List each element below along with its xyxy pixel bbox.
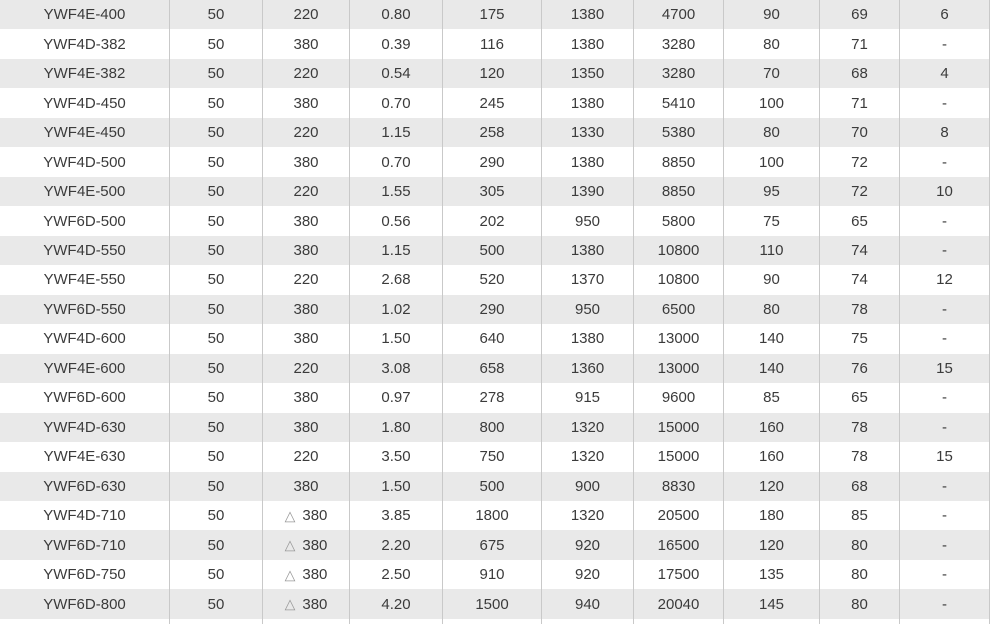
- voltage-cell: 220: [263, 265, 350, 294]
- voltage-cell: 380: [263, 206, 350, 235]
- airflow-cell: 13000: [634, 354, 724, 383]
- value-cell: 65: [820, 383, 900, 412]
- table-right-gutter: [990, 177, 994, 206]
- frequency-cell: 50: [170, 442, 263, 471]
- model-cell: YWF4D-450: [0, 88, 170, 117]
- value-cell: 2.68: [350, 265, 443, 294]
- table-row: [0, 413, 994, 442]
- value-cell: 80: [724, 118, 820, 147]
- table-right-gutter: [990, 589, 994, 618]
- value-cell: -: [900, 501, 990, 530]
- table-row: [0, 118, 994, 147]
- table-right-gutter: [990, 29, 994, 58]
- frequency-cell: 50: [170, 295, 263, 324]
- speed-cell: 915: [542, 383, 634, 412]
- filler-cell: [634, 619, 724, 624]
- table-right-gutter: [990, 206, 994, 235]
- value-cell: 70: [724, 59, 820, 88]
- value-cell: 74: [820, 236, 900, 265]
- value-cell: 71: [820, 29, 900, 58]
- speed-cell: 900: [542, 472, 634, 501]
- value-cell: 80: [724, 29, 820, 58]
- voltage-cell: 380: [263, 29, 350, 58]
- model-cell: YWF4E-400: [0, 0, 170, 29]
- value-cell: 1.50: [350, 472, 443, 501]
- value-cell: -: [900, 295, 990, 324]
- filler-cell: [0, 619, 170, 624]
- value-cell: 305: [443, 177, 542, 206]
- filler-cell: [170, 619, 263, 624]
- airflow-cell: 20040: [634, 589, 724, 618]
- airflow-cell: 3280: [634, 59, 724, 88]
- frequency-cell: 50: [170, 177, 263, 206]
- value-cell: 1.15: [350, 236, 443, 265]
- speed-cell: 1330: [542, 118, 634, 147]
- frequency-cell: 50: [170, 236, 263, 265]
- table-row: [0, 29, 994, 58]
- filler-cell: [350, 619, 443, 624]
- table-right-gutter: [990, 59, 994, 88]
- table-row: [0, 177, 994, 206]
- value-cell: 910: [443, 560, 542, 589]
- table-right-gutter: [990, 0, 994, 29]
- value-cell: 78: [820, 295, 900, 324]
- speed-cell: 1380: [542, 236, 634, 265]
- filler-cell: [443, 619, 542, 624]
- voltage-cell: △ 380: [263, 501, 350, 530]
- speed-cell: 950: [542, 295, 634, 324]
- voltage-cell: △ 380: [263, 560, 350, 589]
- speed-cell: 950: [542, 206, 634, 235]
- model-cell: YWF6D-500: [0, 206, 170, 235]
- model-cell: YWF6D-630: [0, 472, 170, 501]
- speed-cell: 1380: [542, 29, 634, 58]
- value-cell: 145: [724, 589, 820, 618]
- table-row: [0, 530, 994, 559]
- value-cell: 80: [820, 560, 900, 589]
- filler-cell: [900, 619, 990, 624]
- value-cell: 8: [900, 118, 990, 147]
- model-cell: YWF4D-630: [0, 413, 170, 442]
- frequency-cell: 50: [170, 324, 263, 353]
- value-cell: 76: [820, 354, 900, 383]
- table-row: [0, 59, 994, 88]
- voltage-cell: 380: [263, 324, 350, 353]
- value-cell: 72: [820, 177, 900, 206]
- airflow-cell: 16500: [634, 530, 724, 559]
- filler-cell: [724, 619, 820, 624]
- value-cell: 140: [724, 354, 820, 383]
- table-right-gutter: [990, 236, 994, 265]
- airflow-cell: 9600: [634, 383, 724, 412]
- frequency-cell: 50: [170, 206, 263, 235]
- value-cell: 290: [443, 147, 542, 176]
- model-cell: YWF6D-750: [0, 560, 170, 589]
- table-right-gutter: [990, 501, 994, 530]
- table-row: [0, 501, 994, 530]
- value-cell: -: [900, 324, 990, 353]
- speed-cell: 1380: [542, 88, 634, 117]
- table-right-gutter: [990, 530, 994, 559]
- model-cell: YWF6D-710: [0, 530, 170, 559]
- value-cell: 1.55: [350, 177, 443, 206]
- frequency-cell: 50: [170, 29, 263, 58]
- model-cell: YWF4E-500: [0, 177, 170, 206]
- voltage-cell: 220: [263, 118, 350, 147]
- value-cell: 4: [900, 59, 990, 88]
- value-cell: 74: [820, 265, 900, 294]
- model-cell: YWF6D-800: [0, 589, 170, 618]
- frequency-cell: 50: [170, 354, 263, 383]
- value-cell: 116: [443, 29, 542, 58]
- voltage-cell: 380: [263, 88, 350, 117]
- speed-cell: 1380: [542, 147, 634, 176]
- value-cell: 640: [443, 324, 542, 353]
- table-right-gutter: [990, 472, 994, 501]
- value-cell: 4.20: [350, 589, 443, 618]
- speed-cell: 920: [542, 530, 634, 559]
- frequency-cell: 50: [170, 501, 263, 530]
- frequency-cell: 50: [170, 118, 263, 147]
- airflow-cell: 20500: [634, 501, 724, 530]
- value-cell: 0.70: [350, 88, 443, 117]
- model-cell: YWF4D-710: [0, 501, 170, 530]
- value-cell: 15: [900, 442, 990, 471]
- speed-cell: 920: [542, 560, 634, 589]
- model-cell: YWF4E-630: [0, 442, 170, 471]
- airflow-cell: 17500: [634, 560, 724, 589]
- speed-cell: 1380: [542, 0, 634, 29]
- table-right-gutter: [990, 88, 994, 117]
- table-right-gutter: [990, 147, 994, 176]
- airflow-cell: 3280: [634, 29, 724, 58]
- value-cell: 75: [820, 324, 900, 353]
- value-cell: -: [900, 88, 990, 117]
- value-cell: 10: [900, 177, 990, 206]
- airflow-cell: 15000: [634, 413, 724, 442]
- table-right-gutter: [990, 118, 994, 147]
- value-cell: 120: [443, 59, 542, 88]
- value-cell: 2.50: [350, 560, 443, 589]
- voltage-cell: 380: [263, 383, 350, 412]
- value-cell: 135: [724, 560, 820, 589]
- value-cell: 520: [443, 265, 542, 294]
- value-cell: 71: [820, 88, 900, 117]
- airflow-cell: 10800: [634, 236, 724, 265]
- value-cell: 80: [820, 530, 900, 559]
- value-cell: 80: [724, 295, 820, 324]
- value-cell: 160: [724, 413, 820, 442]
- model-cell: YWF4D-600: [0, 324, 170, 353]
- value-cell: 175: [443, 0, 542, 29]
- model-cell: YWF4E-550: [0, 265, 170, 294]
- value-cell: 202: [443, 206, 542, 235]
- frequency-cell: 50: [170, 265, 263, 294]
- frequency-cell: 50: [170, 530, 263, 559]
- value-cell: 658: [443, 354, 542, 383]
- value-cell: 500: [443, 472, 542, 501]
- value-cell: 278: [443, 383, 542, 412]
- voltage-cell: 380: [263, 295, 350, 324]
- value-cell: 90: [724, 0, 820, 29]
- airflow-cell: 10800: [634, 265, 724, 294]
- airflow-cell: 4700: [634, 0, 724, 29]
- voltage-cell: 380: [263, 236, 350, 265]
- voltage-cell: △ 380: [263, 530, 350, 559]
- frequency-cell: 50: [170, 383, 263, 412]
- model-cell: YWF4D-550: [0, 236, 170, 265]
- value-cell: 3.50: [350, 442, 443, 471]
- frequency-cell: 50: [170, 560, 263, 589]
- value-cell: -: [900, 560, 990, 589]
- model-cell: YWF4D-382: [0, 29, 170, 58]
- frequency-cell: 50: [170, 147, 263, 176]
- value-cell: 0.80: [350, 0, 443, 29]
- model-cell: YWF6D-600: [0, 383, 170, 412]
- delta-triangle-icon: △: [284, 536, 296, 553]
- table-row: [0, 0, 994, 29]
- frequency-cell: 50: [170, 59, 263, 88]
- table-row: [0, 560, 994, 589]
- value-cell: 100: [724, 88, 820, 117]
- value-cell: 70: [820, 118, 900, 147]
- value-cell: 90: [724, 265, 820, 294]
- value-cell: 500: [443, 236, 542, 265]
- value-cell: 100: [724, 147, 820, 176]
- voltage-cell: 220: [263, 59, 350, 88]
- value-cell: 72: [820, 147, 900, 176]
- value-cell: 75: [724, 206, 820, 235]
- table-right-gutter: [990, 354, 994, 383]
- table-row: [0, 442, 994, 471]
- table-row: [0, 265, 994, 294]
- frequency-cell: 50: [170, 88, 263, 117]
- value-cell: 258: [443, 118, 542, 147]
- speed-cell: 1350: [542, 59, 634, 88]
- value-cell: 3.08: [350, 354, 443, 383]
- value-cell: 0.70: [350, 147, 443, 176]
- value-cell: 68: [820, 59, 900, 88]
- table-row: [0, 589, 994, 618]
- table-right-gutter: [990, 383, 994, 412]
- value-cell: 15: [900, 354, 990, 383]
- value-cell: 80: [820, 589, 900, 618]
- speed-cell: 1370: [542, 265, 634, 294]
- value-cell: 160: [724, 442, 820, 471]
- value-cell: 0.97: [350, 383, 443, 412]
- filler-cell: [820, 619, 900, 624]
- value-cell: -: [900, 206, 990, 235]
- value-cell: 3.85: [350, 501, 443, 530]
- table-row: [0, 88, 994, 117]
- table-row: [0, 383, 994, 412]
- voltage-cell: 220: [263, 354, 350, 383]
- model-cell: YWF4E-382: [0, 59, 170, 88]
- value-cell: 0.39: [350, 29, 443, 58]
- voltage-cell: 380: [263, 147, 350, 176]
- value-cell: -: [900, 530, 990, 559]
- value-cell: 65: [820, 206, 900, 235]
- airflow-cell: 5380: [634, 118, 724, 147]
- value-cell: 675: [443, 530, 542, 559]
- table-bottom-filler-row: [0, 619, 994, 624]
- value-cell: 2.20: [350, 530, 443, 559]
- table-right-gutter: [990, 442, 994, 471]
- table-row: [0, 324, 994, 353]
- filler-cell: [542, 619, 634, 624]
- table-right-gutter: [990, 265, 994, 294]
- value-cell: -: [900, 147, 990, 176]
- model-cell: YWF4E-450: [0, 118, 170, 147]
- value-cell: -: [900, 589, 990, 618]
- table-right-gutter: [990, 295, 994, 324]
- airflow-cell: 5410: [634, 88, 724, 117]
- speed-cell: 1320: [542, 501, 634, 530]
- model-cell: YWF4E-600: [0, 354, 170, 383]
- value-cell: 1800: [443, 501, 542, 530]
- frequency-cell: 50: [170, 589, 263, 618]
- model-cell: YWF4D-500: [0, 147, 170, 176]
- value-cell: -: [900, 472, 990, 501]
- speed-cell: 1320: [542, 442, 634, 471]
- frequency-cell: 50: [170, 472, 263, 501]
- table-row: [0, 472, 994, 501]
- value-cell: 120: [724, 530, 820, 559]
- voltage-cell: 220: [263, 177, 350, 206]
- value-cell: 68: [820, 472, 900, 501]
- value-cell: 0.54: [350, 59, 443, 88]
- airflow-cell: 8850: [634, 147, 724, 176]
- value-cell: -: [900, 413, 990, 442]
- value-cell: 1.02: [350, 295, 443, 324]
- value-cell: 78: [820, 442, 900, 471]
- value-cell: 12: [900, 265, 990, 294]
- value-cell: 1500: [443, 589, 542, 618]
- value-cell: -: [900, 29, 990, 58]
- filler-cell: [263, 619, 350, 624]
- delta-triangle-icon: △: [284, 507, 296, 524]
- voltage-cell: △ 380: [263, 589, 350, 618]
- value-cell: 110: [724, 236, 820, 265]
- delta-triangle-icon: △: [284, 566, 296, 583]
- value-cell: -: [900, 383, 990, 412]
- table-row: [0, 236, 994, 265]
- voltage-cell: 220: [263, 0, 350, 29]
- table-right-gutter: [990, 560, 994, 589]
- airflow-cell: 6500: [634, 295, 724, 324]
- value-cell: 85: [820, 501, 900, 530]
- frequency-cell: 50: [170, 413, 263, 442]
- speed-cell: 940: [542, 589, 634, 618]
- value-cell: 120: [724, 472, 820, 501]
- value-cell: 750: [443, 442, 542, 471]
- table-row: [0, 295, 994, 324]
- speed-cell: 1380: [542, 324, 634, 353]
- airflow-cell: 13000: [634, 324, 724, 353]
- table-row: [0, 206, 994, 235]
- table-row: [0, 354, 994, 383]
- value-cell: 180: [724, 501, 820, 530]
- frequency-cell: 50: [170, 0, 263, 29]
- value-cell: 245: [443, 88, 542, 117]
- airflow-cell: 5800: [634, 206, 724, 235]
- value-cell: 85: [724, 383, 820, 412]
- value-cell: -: [900, 236, 990, 265]
- delta-triangle-icon: △: [284, 595, 296, 612]
- speed-cell: 1390: [542, 177, 634, 206]
- value-cell: 290: [443, 295, 542, 324]
- table-row: [0, 147, 994, 176]
- value-cell: 1.80: [350, 413, 443, 442]
- value-cell: 1.15: [350, 118, 443, 147]
- model-cell: YWF6D-550: [0, 295, 170, 324]
- table-right-gutter: [990, 619, 994, 624]
- voltage-cell: 220: [263, 442, 350, 471]
- voltage-cell: 380: [263, 413, 350, 442]
- voltage-cell: 380: [263, 472, 350, 501]
- value-cell: 6: [900, 0, 990, 29]
- speed-cell: 1320: [542, 413, 634, 442]
- airflow-cell: 15000: [634, 442, 724, 471]
- value-cell: 0.56: [350, 206, 443, 235]
- value-cell: 78: [820, 413, 900, 442]
- value-cell: 140: [724, 324, 820, 353]
- value-cell: 69: [820, 0, 900, 29]
- value-cell: 800: [443, 413, 542, 442]
- airflow-cell: 8850: [634, 177, 724, 206]
- value-cell: 1.50: [350, 324, 443, 353]
- airflow-cell: 8830: [634, 472, 724, 501]
- value-cell: 95: [724, 177, 820, 206]
- speed-cell: 1360: [542, 354, 634, 383]
- table-right-gutter: [990, 324, 994, 353]
- table-right-gutter: [990, 413, 994, 442]
